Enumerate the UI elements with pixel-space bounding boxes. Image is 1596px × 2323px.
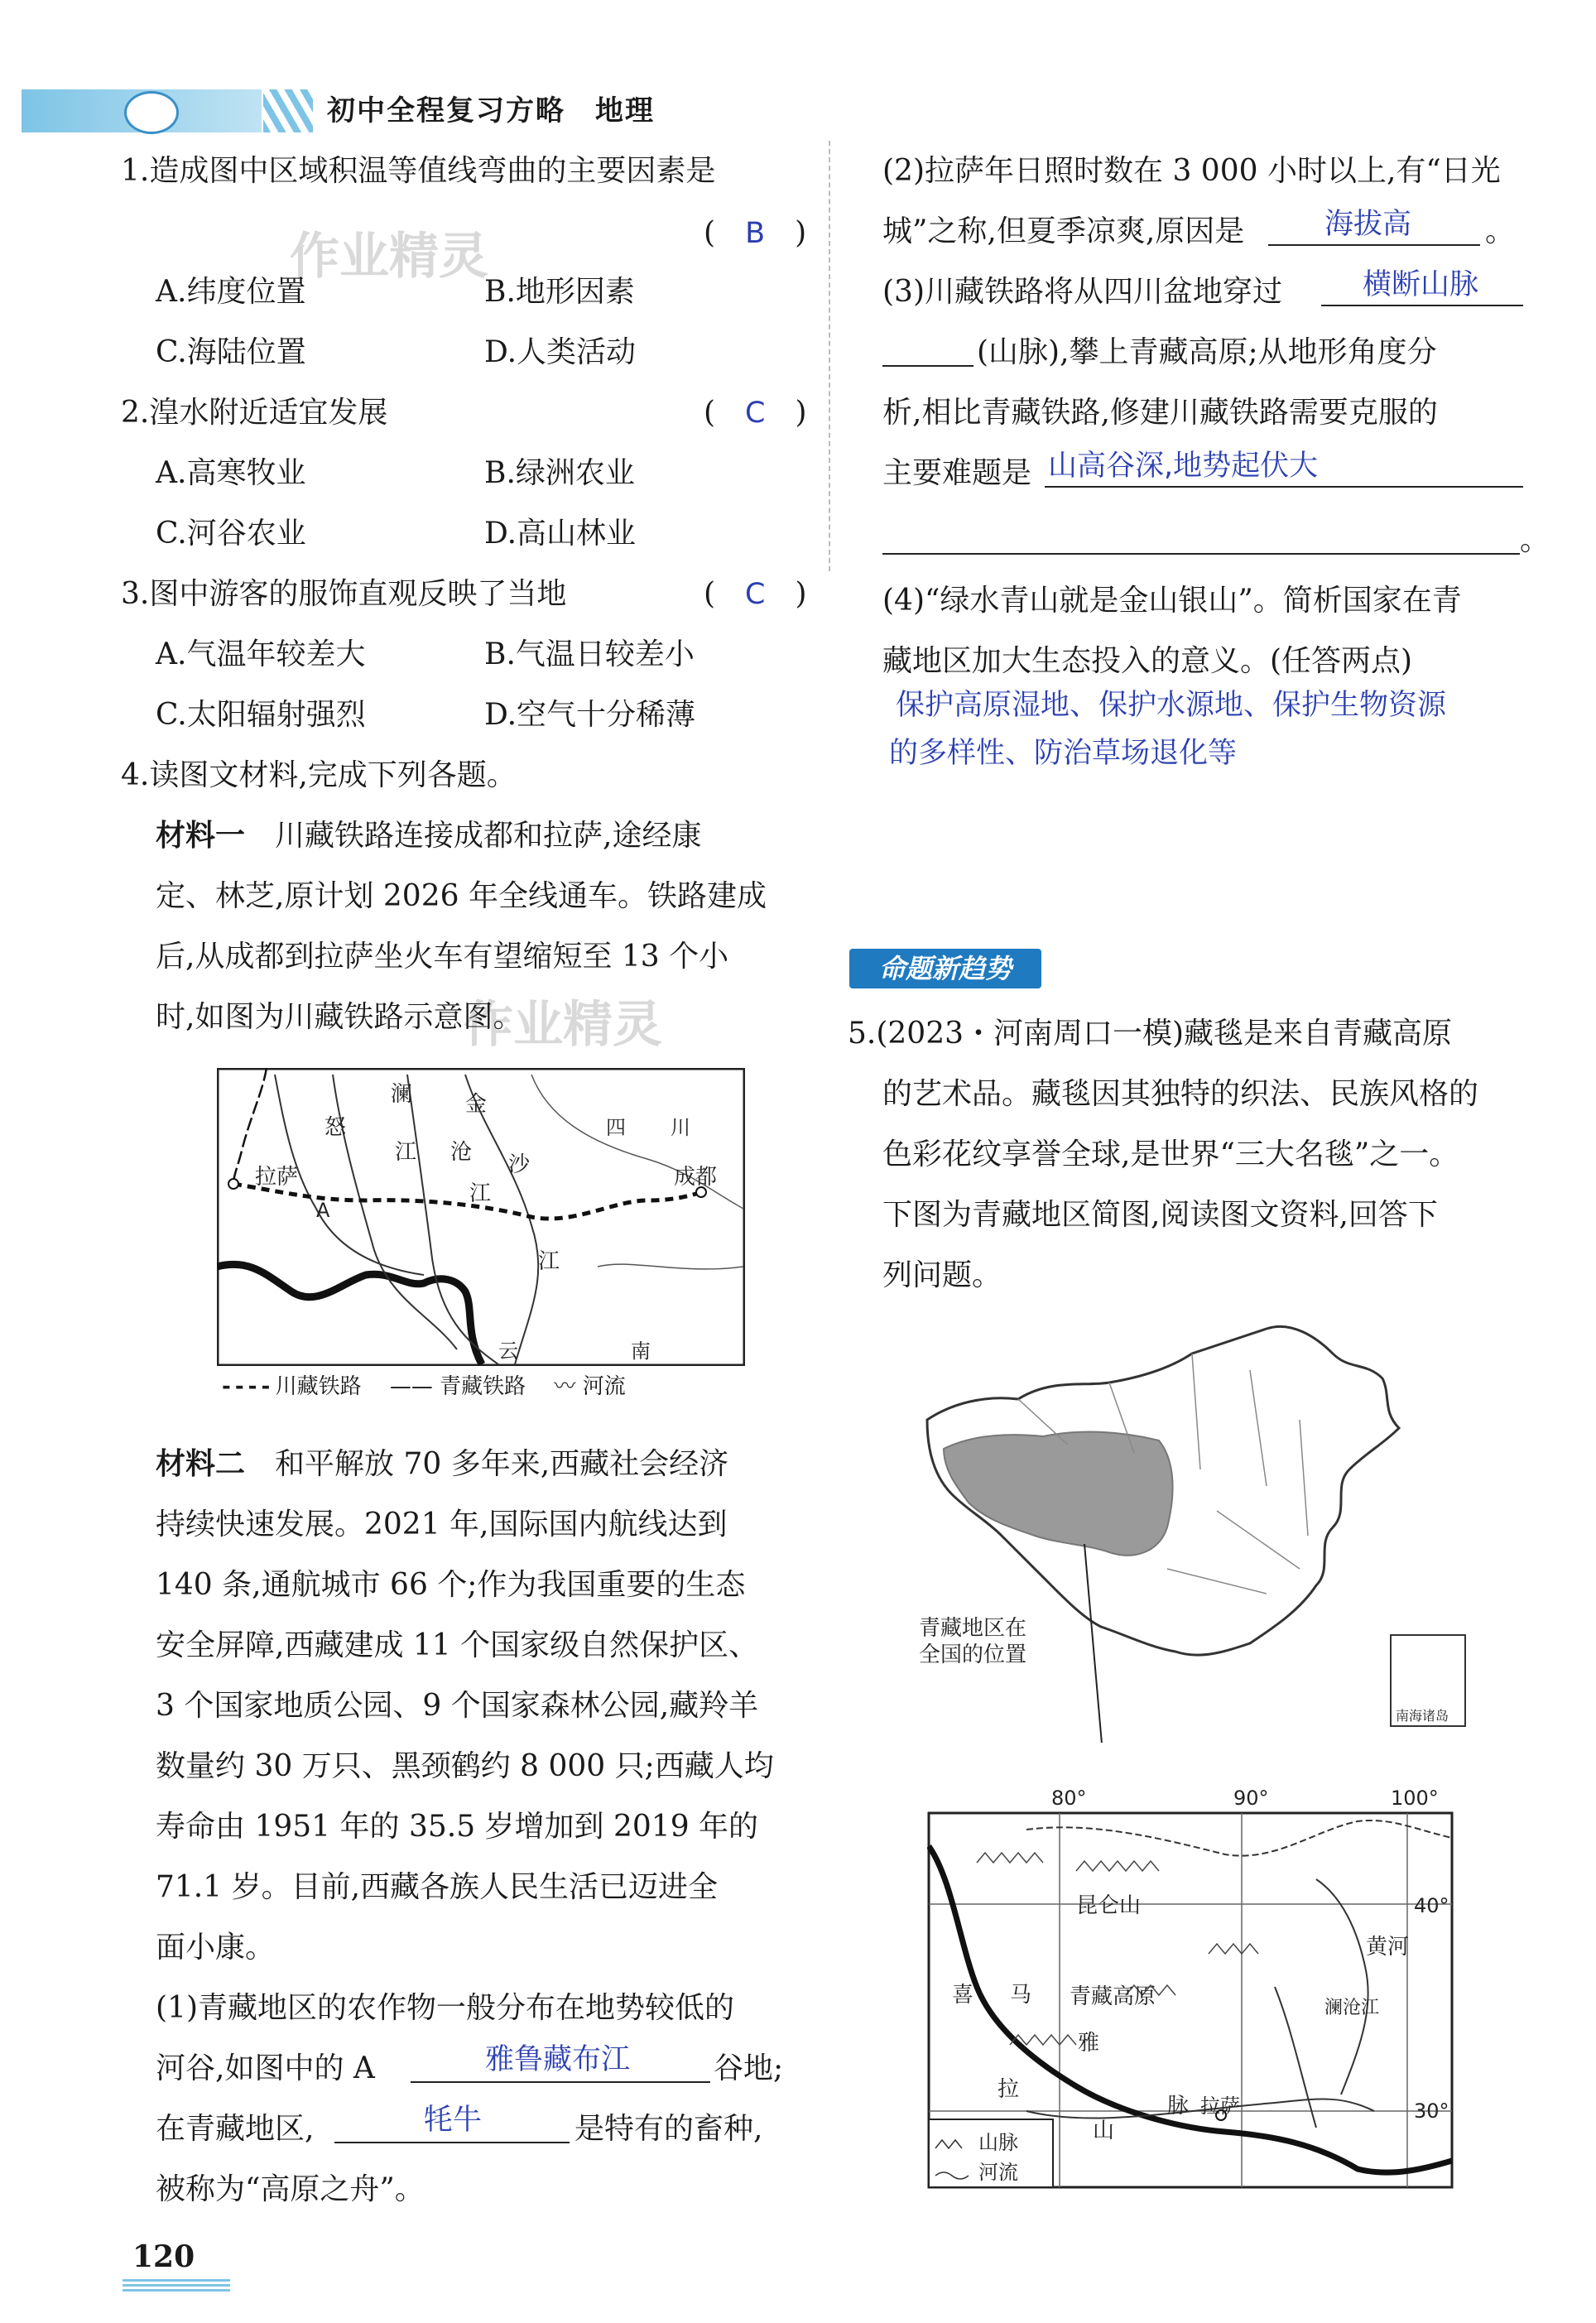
column-divider xyxy=(829,141,830,571)
q5-line5: 列问题。 xyxy=(882,1258,1002,1292)
q4-part2-answer: 海拔高 xyxy=(1324,208,1412,241)
q4-material2-line5: 3 个国家地质公园、9 个国家森林公园,藏羚羊 xyxy=(156,1689,759,1723)
q4-material1-line4: 时,如图为川藏铁路示意图。 xyxy=(156,1000,523,1034)
q4-part1-line3-a: 在青藏地区, xyxy=(156,2112,315,2146)
watermark: 作业精灵 xyxy=(290,228,488,286)
map-label-jin: 金 xyxy=(465,1092,488,1117)
q4-material2-line9: 面小康。 xyxy=(156,1931,276,1965)
himalaya-ma: 马 xyxy=(1010,1983,1032,2008)
q4-part3-end: 。 xyxy=(1520,523,1550,557)
map-label-lan-jiang: 江 xyxy=(469,1181,492,1206)
kunlun-label: 昆仑山 xyxy=(1076,1893,1142,1918)
map-label-chengdu: 成都 xyxy=(674,1165,718,1190)
lhasa-label: 拉萨 xyxy=(1200,2095,1240,2118)
map-label-sha: 沙 xyxy=(508,1152,531,1177)
q4-material2-line2: 持续快速发展。2021 年,国际国内航线达到 xyxy=(156,1508,728,1541)
q4-part1-line2-b: 谷地; xyxy=(714,2051,784,2085)
lat-30: 30° xyxy=(1414,2099,1449,2123)
q3-answer: C xyxy=(745,578,766,611)
lon-90: 90° xyxy=(1233,1787,1269,1810)
q4-part3-line4: 主要难题是 xyxy=(882,456,1032,490)
q3-option-a: A.气温年较差大 xyxy=(156,637,366,671)
q5-line2: 的艺术品。藏毯因其独特的织法、民族风格的 xyxy=(882,1077,1479,1111)
q4-material1: 材料一 川藏铁路连接成都和拉萨,途经康 xyxy=(156,819,702,853)
himalaya-shan: 山 xyxy=(1093,2119,1115,2143)
watermark: 作业精灵 xyxy=(464,996,662,1054)
q2-answer-bracket: ( C ) xyxy=(704,396,807,430)
q1-stem: 1.造成图中区域积温等值线弯曲的主要因素是 xyxy=(121,154,716,188)
q4-part4-answer-line2: 的多样性、防治草场退化等 xyxy=(889,737,1238,770)
q4-part3-line3: 析,相比青藏铁路,修建川藏铁路需要克服的 xyxy=(882,396,1438,430)
lon-100: 100° xyxy=(1391,1787,1439,1810)
map-label-nu: 怒 xyxy=(324,1115,347,1140)
qinghai-tibet-map xyxy=(927,1780,1457,2194)
q4-part3-answer1: 横断山脉 xyxy=(1363,268,1479,301)
himalaya-mai: 脉 xyxy=(1167,2094,1190,2119)
q4-material2-line8: 71.1 岁。目前,西藏各族人民生活已迈进全 xyxy=(156,1870,719,1904)
q5-line4: 下图为青藏地区简图,阅读图文资料,回答下 xyxy=(882,1198,1438,1232)
map-label-nan: 南 xyxy=(631,1339,651,1363)
q4-part1-line1: (1)青藏地区的农作物一般分布在地势较低的 xyxy=(156,1991,734,2025)
map-label-lan-cang: 沧 xyxy=(450,1140,473,1165)
q4-part3-line2: (山脉),攀上青藏高原;从地形角度分 xyxy=(977,335,1437,369)
railway-map xyxy=(217,1068,745,1366)
q4-part1-line4: 被称为“高原之舟”。 xyxy=(156,2172,425,2206)
material2-label: 材料二 xyxy=(156,1447,246,1481)
q1-option-c: C.海陆位置 xyxy=(156,335,306,369)
q4-part1-answer1: 雅鲁藏布江 xyxy=(485,2043,631,2076)
q3-option-c: C.太阳辐射强烈 xyxy=(156,698,366,732)
q3-option-b: B.气温日较差小 xyxy=(484,637,695,671)
himalaya-ya: 雅 xyxy=(1078,2031,1100,2056)
q4-part1-line3-b: 是特有的畜种, xyxy=(574,2112,763,2146)
q1-answer-bracket: ( B ) xyxy=(704,216,807,250)
q1-option-d: D.人类活动 xyxy=(484,335,637,369)
q1-option-b: B.地形因素 xyxy=(484,275,635,309)
china-location-map xyxy=(919,1320,1482,1743)
q4-part1-line2-a: 河谷,如图中的 A xyxy=(156,2051,375,2085)
q4-material2: 材料二 和平解放 70 多年来,西藏社会经济 xyxy=(156,1447,729,1481)
q4-part2-end: 。 xyxy=(1485,214,1516,248)
new-trend-badge: 命题新趋势 xyxy=(849,949,1041,988)
q2-option-d: D.高山林业 xyxy=(484,517,637,551)
q4-part3-answer2: 山高谷深,地势起伏大 xyxy=(1048,450,1319,483)
q3-stem: 3.图中游客的服饰直观反映了当地 xyxy=(121,577,567,611)
header-stripes xyxy=(263,89,313,132)
q5-line3: 色彩花纹享誉全球,是世界“三大名毯”之一。 xyxy=(882,1137,1459,1171)
legend-mountain: 山脉 xyxy=(978,2131,1018,2154)
china-map-caption-1: 青藏地区在 xyxy=(919,1616,1027,1641)
q4-part3-line1: (3)川藏铁路将从四川盆地穿过 xyxy=(882,275,1282,309)
q4-material2-line3: 140 条,通航城市 66 个;作为我国重要的生态 xyxy=(156,1568,746,1602)
q4-material2-line7: 寿命由 1951 年的 35.5 岁增加到 2019 年的 xyxy=(156,1810,759,1844)
himalaya-xi: 喜 xyxy=(952,1983,974,2008)
material1-label: 材料一 xyxy=(156,819,246,853)
q4-part3-blank3 xyxy=(882,553,1520,555)
himalaya-la: 拉 xyxy=(997,2077,1020,2102)
lon-80: 80° xyxy=(1051,1787,1087,1810)
map-label-nu-jiang: 江 xyxy=(395,1140,417,1165)
map-label-chuan: 川 xyxy=(671,1116,690,1139)
q2-stem: 2.湟水附近适宜发展 xyxy=(121,396,388,430)
q5-line1: 5.(2023・河南周口一模)藏毯是来自青藏高原 xyxy=(848,1017,1453,1051)
legend-river: 河流 xyxy=(978,2161,1018,2184)
book-icon xyxy=(123,2277,230,2292)
q4-material1-line2: 定、林芝,原计划 2026 年全线通车。铁路建成 xyxy=(156,879,767,913)
q1-answer: B xyxy=(745,217,766,250)
q4-material2-line4: 安全屏障,西藏建成 11 个国家级自然保护区、 xyxy=(156,1628,759,1662)
q4-part1-answer2: 牦牛 xyxy=(424,2104,483,2137)
map-label-jiang: 江 xyxy=(538,1249,560,1274)
huanghe-label: 黄河 xyxy=(1366,1935,1410,1960)
q4-part2-line2: 城”之称,但夏季凉爽,原因是 xyxy=(882,214,1245,248)
railway-map-legend: - - - - 川藏铁路 —— 青藏铁路 〰 河流 xyxy=(222,1374,626,1399)
map-label-si: 四 xyxy=(606,1116,626,1139)
q4-material2-line6: 数量约 30 万只、黑颈鹤约 8 000 只;西藏人均 xyxy=(156,1749,774,1783)
plateau-label: 青藏高原 xyxy=(1070,1984,1156,2009)
south-china-sea-islands-label: 南海诸岛 xyxy=(1396,1708,1449,1724)
map-label-lan: 澜 xyxy=(391,1082,413,1107)
q4-material1-line3: 后,从成都到拉萨坐火车有望缩短至 13 个小 xyxy=(156,940,729,974)
q4-part3-blank1-cont xyxy=(882,365,973,367)
q3-option-d: D.空气十分稀薄 xyxy=(484,698,696,732)
page-number: 120 xyxy=(132,2239,195,2274)
map-label-a: A xyxy=(316,1199,330,1222)
lancangjiang-label: 澜沧江 xyxy=(1324,1998,1380,2018)
q2-option-a: A.高寒牧业 xyxy=(156,456,306,490)
china-map-caption-2: 全国的位置 xyxy=(919,1642,1027,1667)
q4-part2-line1: (2)拉萨年日照时数在 3 000 小时以上,有“日光 xyxy=(882,154,1501,188)
q4-stem: 4.读图文材料,完成下列各题。 xyxy=(121,758,517,792)
map-label-yun: 云 xyxy=(498,1339,518,1363)
q3-answer-bracket: ( C ) xyxy=(704,577,807,611)
q1-option-a: A.纬度位置 xyxy=(156,275,306,309)
map-label-lhasa: 拉萨 xyxy=(255,1165,299,1190)
q2-option-b: B.绿洲农业 xyxy=(484,456,635,490)
q4-part4-line1: (4)“绿水青山就是金山银山”。简析国家在青 xyxy=(882,584,1462,618)
header-title: 初中全程复习方略 地理 xyxy=(327,94,655,127)
header-logo-icon xyxy=(124,91,179,134)
q4-part4-line2: 藏地区加大生态投入的意义。(任答两点) xyxy=(882,644,1413,678)
q2-answer: C xyxy=(745,397,766,430)
q4-part4-answer-line1: 保护高原湿地、保护水源地、保护生物资源 xyxy=(896,689,1447,722)
lat-40: 40° xyxy=(1414,1894,1449,1917)
q2-option-c: C.河谷农业 xyxy=(156,517,306,551)
